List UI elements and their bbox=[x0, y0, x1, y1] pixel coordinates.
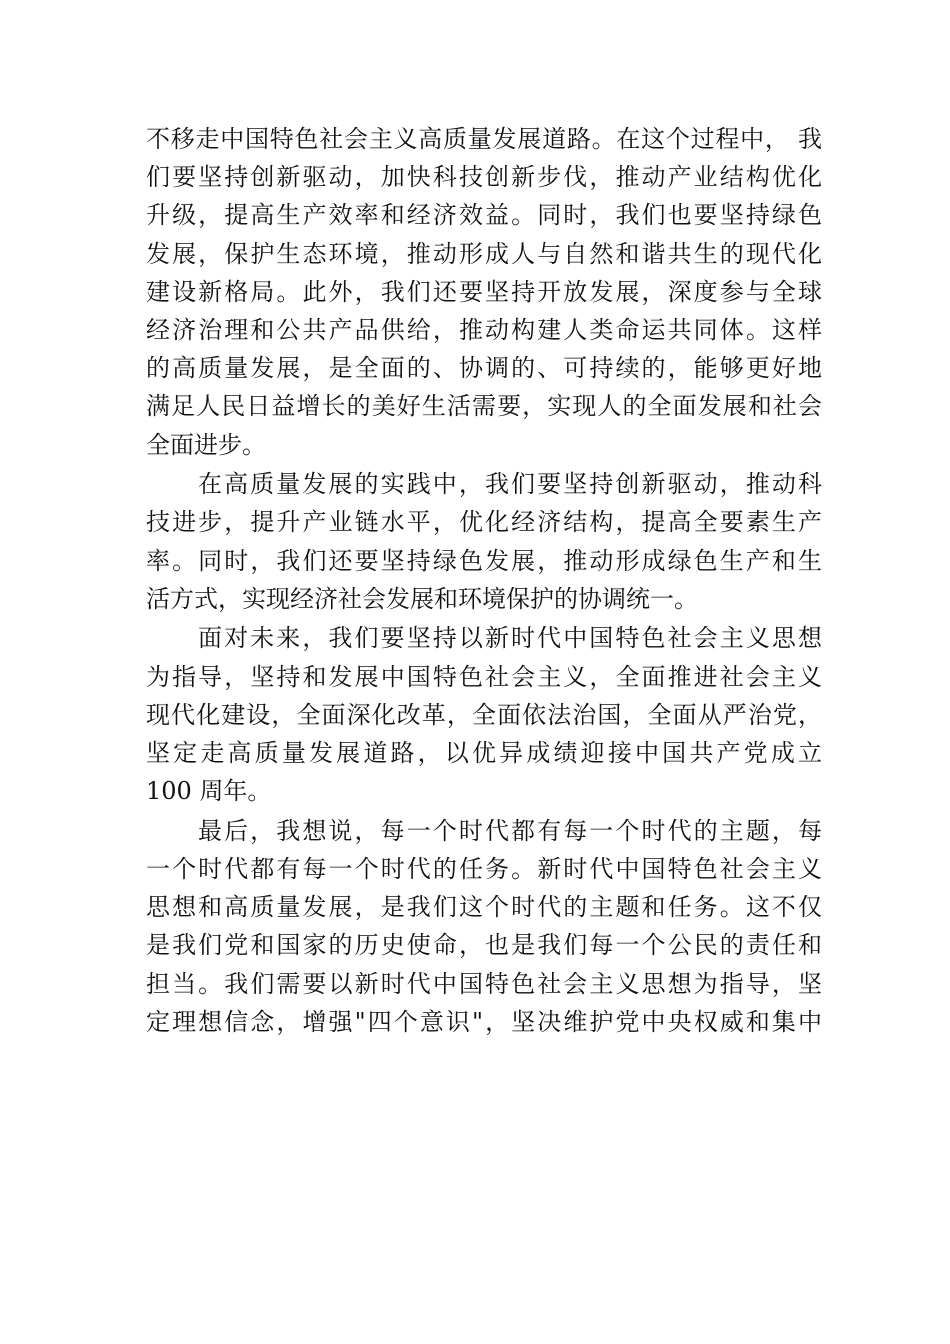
text-line: 率。同时，我们还要坚持绿色发展，推动形成绿色生产和生 bbox=[146, 546, 822, 575]
text-line: 不移走中国特色社会主义高质量发展道路。在这个过程中， 我 bbox=[146, 125, 822, 153]
text-line: 满足人民日益增长的美好生活需要，实现人的全面发展和社会 bbox=[146, 392, 822, 421]
text-line: 为指导，坚持和发展中国特色社会主义，全面推进社会主义 bbox=[146, 662, 822, 691]
text-line: 技进步，提升产业链水平，优化经济结构，提高全要素生产 bbox=[146, 508, 822, 537]
text-line: 全面进步。 bbox=[146, 430, 266, 459]
text-line: 是我们党和国家的历史使命，也是我们每一个公民的责任和 bbox=[146, 931, 822, 960]
text-line: 发展，保护生态环境，推动形成人与自然和谐共生的现代化 bbox=[146, 239, 822, 268]
text-line: 100 周年。 bbox=[146, 777, 272, 806]
text-line: 一个时代都有每一个时代的任务。新时代中国特色社会主义 bbox=[146, 855, 822, 884]
text-line: 建设新格局。此外，我们还要坚持开放发展，深度参与全球 bbox=[146, 277, 822, 306]
paragraph-3 bbox=[146, 619, 822, 810]
text-line: 经济治理和公共产品供给，推动构建人类命运共同体。这样 bbox=[146, 315, 822, 344]
text-line: 升级，提高生产效率和经济效益。同时，我们也要坚持绿色 bbox=[146, 201, 822, 230]
text-line: 担当。我们需要以新时代中国特色社会主义思想为指导，坚 bbox=[146, 969, 822, 998]
text-line: 坚定走高质量发展道路，以优异成绩迎接中国共产党成立 bbox=[146, 739, 822, 767]
text-line: 思想和高质量发展，是我们这个时代的主题和任务。这不仅 bbox=[146, 893, 822, 922]
text-line: 面对未来，我们要坚持以新时代中国特色社会主义思想 bbox=[198, 624, 822, 653]
text-line: 在高质量发展的实践中，我们要坚持创新驱动，推动科 bbox=[198, 470, 822, 499]
paragraph-2 bbox=[146, 465, 822, 618]
text-line: 活方式，实现经济社会发展和环境保护的协调统一。 bbox=[146, 584, 698, 613]
text-line: 定理想信念，增强"四个意识"，坚决维护党中央权威和集中 bbox=[146, 1007, 822, 1036]
body-text bbox=[146, 120, 822, 1041]
text-line: 们要坚持创新驱动，加快科技创新步伐，推动产业结构优化 bbox=[146, 163, 822, 192]
text-line: 最后，我想说，每一个时代都有每一个时代的主题，每 bbox=[198, 816, 822, 845]
paragraph-4 bbox=[146, 812, 822, 1041]
paragraph-1 bbox=[146, 120, 822, 464]
text-line: 现代化建设，全面深化改革，全面依法治国，全面从严治党， bbox=[146, 700, 822, 729]
text-line: 的高质量发展，是全面的、协调的、可持续的，能够更好地 bbox=[146, 354, 822, 383]
